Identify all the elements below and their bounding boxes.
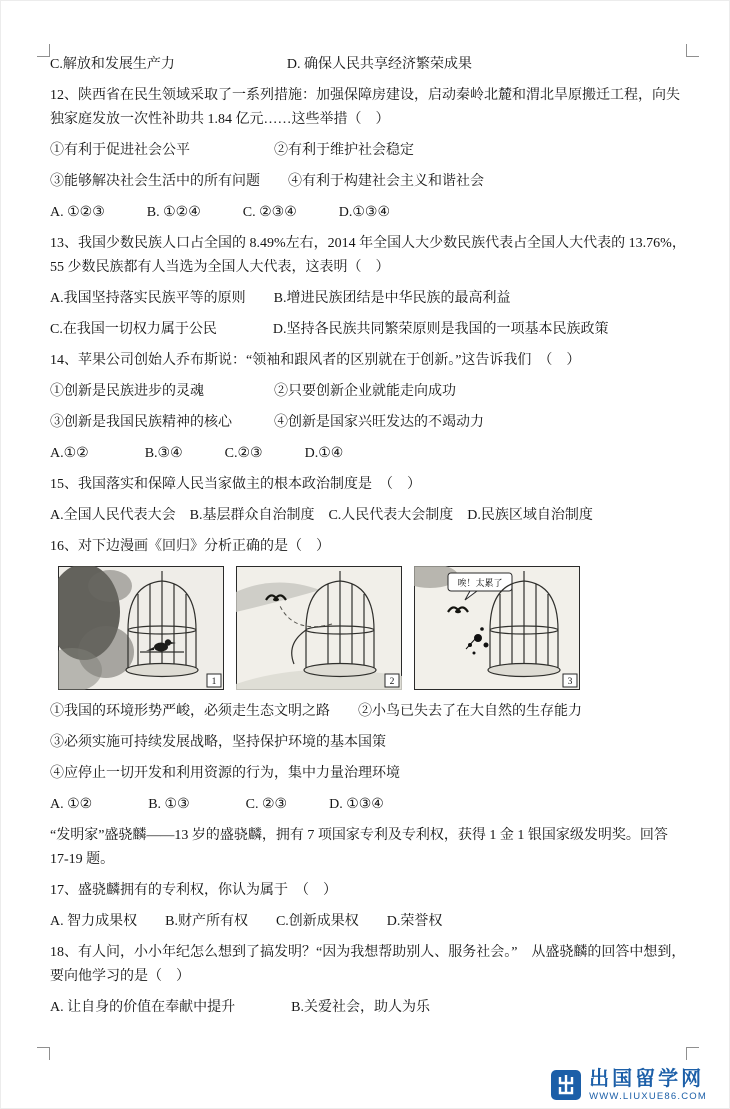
prev-question-options-line: C.解放和发展生产力 D. 确保人民共享经济繁荣成果: [50, 57, 472, 72]
page-margin-mark-top-left: [37, 44, 50, 57]
watermark-site-name: 出国留学网: [589, 1068, 705, 1090]
question-16-stem: 16、对下边漫画《回归》分析正确的是（ ）: [50, 539, 330, 554]
question-16-subitems-3: ④应停止一切开发和利用资源的行为，集中力量治理环境: [50, 766, 400, 781]
question-13-options-ab: A.我国坚持落实民族平等的原则 B.增进民族团结是中华民族的最高利益: [50, 291, 511, 306]
page-margin-mark-bottom-right: [686, 1047, 699, 1060]
question-12-subitems-2: ③能够解决社会生活中的所有问题 ④有利于构建社会主义和谐社会: [50, 174, 484, 189]
question-14-subitems-1: ①创新是民族进步的灵魂 ②只要创新企业就能走向成功: [50, 384, 456, 399]
question-14-stem: 14、苹果公司创始人乔布斯说：“领袖和跟风者的区别就在于创新。”这告诉我们 （ ）: [50, 353, 581, 368]
page-margin-mark-top-right: [686, 44, 699, 57]
question-14-subitems-2: ③创新是我国民族精神的核心 ④创新是国家兴旺发达的不竭动力: [50, 415, 484, 430]
liuxue86-watermark: [551, 1069, 707, 1102]
question-18-options: A. 让自身的价值在奉献中提升 B.关爱社会，助人为乐: [50, 1000, 430, 1015]
comic-panel-3: [414, 566, 580, 690]
question-12-subitems-1: ①有利于促进社会公平 ②有利于维护社会稳定: [50, 143, 414, 158]
question-12-options: A. ①②③ B. ①②④ C. ②③④ D.①③④: [50, 205, 391, 220]
question-13-options-cd: C.在我国一切权力属于公民 D.坚持各民族共同繁荣原则是我国的一项基本民族政策: [50, 322, 609, 337]
question-16-subitems-2: ③必须实施可持续发展战略，坚持保护环境的基本国策: [50, 735, 386, 750]
comic-panel-2: [236, 566, 402, 690]
panel-number-plate: [563, 674, 577, 687]
question-17-stem: 17、盛骁麟拥有的专利权，你认为属于 （ ）: [50, 883, 337, 898]
panel-number-1: 1: [211, 677, 217, 687]
panel-number-plate: [385, 674, 399, 687]
panel-number-plate: [207, 674, 221, 687]
question-16-subitems-1: ①我国的环境形势严峻，必须走生态文明之路 ②小鸟已失去了在大自然的生存能力: [50, 704, 582, 719]
question-17-options: A. 智力成果权 B.财产所有权 C.创新成果权 D.荣誉权: [50, 914, 443, 929]
question-12-stem: 12、陕西省在民生领域采取了一系列措施：加强保障房建设，启动秦岭北麓和渭北旱原搬迁工程，向失独家庭发放一次性补助共 1.84 亿元……这些举措（ ）: [50, 88, 680, 127]
question-15-stem: 15、我国落实和保障人民当家做主的根本政治制度是 （ ）: [50, 477, 421, 492]
speech-bubble-text: 唉！太累了: [457, 578, 503, 588]
page-margin-mark-bottom-left: [37, 1047, 50, 1060]
panel-number-2: 2: [389, 677, 395, 687]
question-18-stem: 18、有人问，小小年纪怎么想到了搞发明？“因为我想帮助别人、服务社会。” 从盛骁麟的回答中想到，要向他学习的是（ ）: [50, 945, 686, 984]
comic-strip-huigui: [58, 566, 687, 690]
comic-panel-1: [58, 566, 224, 690]
question-14-options: A.①② B.③④ C.②③ D.①④: [50, 446, 344, 461]
liuxue86-logo-icon: [551, 1070, 581, 1100]
passage-17-19: “发明家”盛骁麟——13 岁的盛骁麟，拥有 7 项国家专利及专利权，获得 1 金 1 银国家级发明奖。回答 17-19 题。: [50, 828, 672, 867]
watermark-site-url: WWW.LIUXUE86.COM: [589, 1091, 707, 1102]
question-16-options: A. ①② B. ①③ C. ②③ D. ①③④: [50, 797, 384, 812]
question-15-options: A.全国人民代表大会 B.基层群众自治制度 C.人民代表大会制度 D.民族区域自治制度: [50, 508, 593, 523]
exam-content: [50, 53, 687, 1027]
question-13-stem: 13、我国少数民族人口占全国的 8.49%左右，2014 年全国人大少数民族代表占全国人大代表的 13.76%，55 少数民族都有人当选为全国人大代表，这表明（ ）: [50, 236, 686, 275]
panel-number-3: 3: [567, 677, 573, 687]
